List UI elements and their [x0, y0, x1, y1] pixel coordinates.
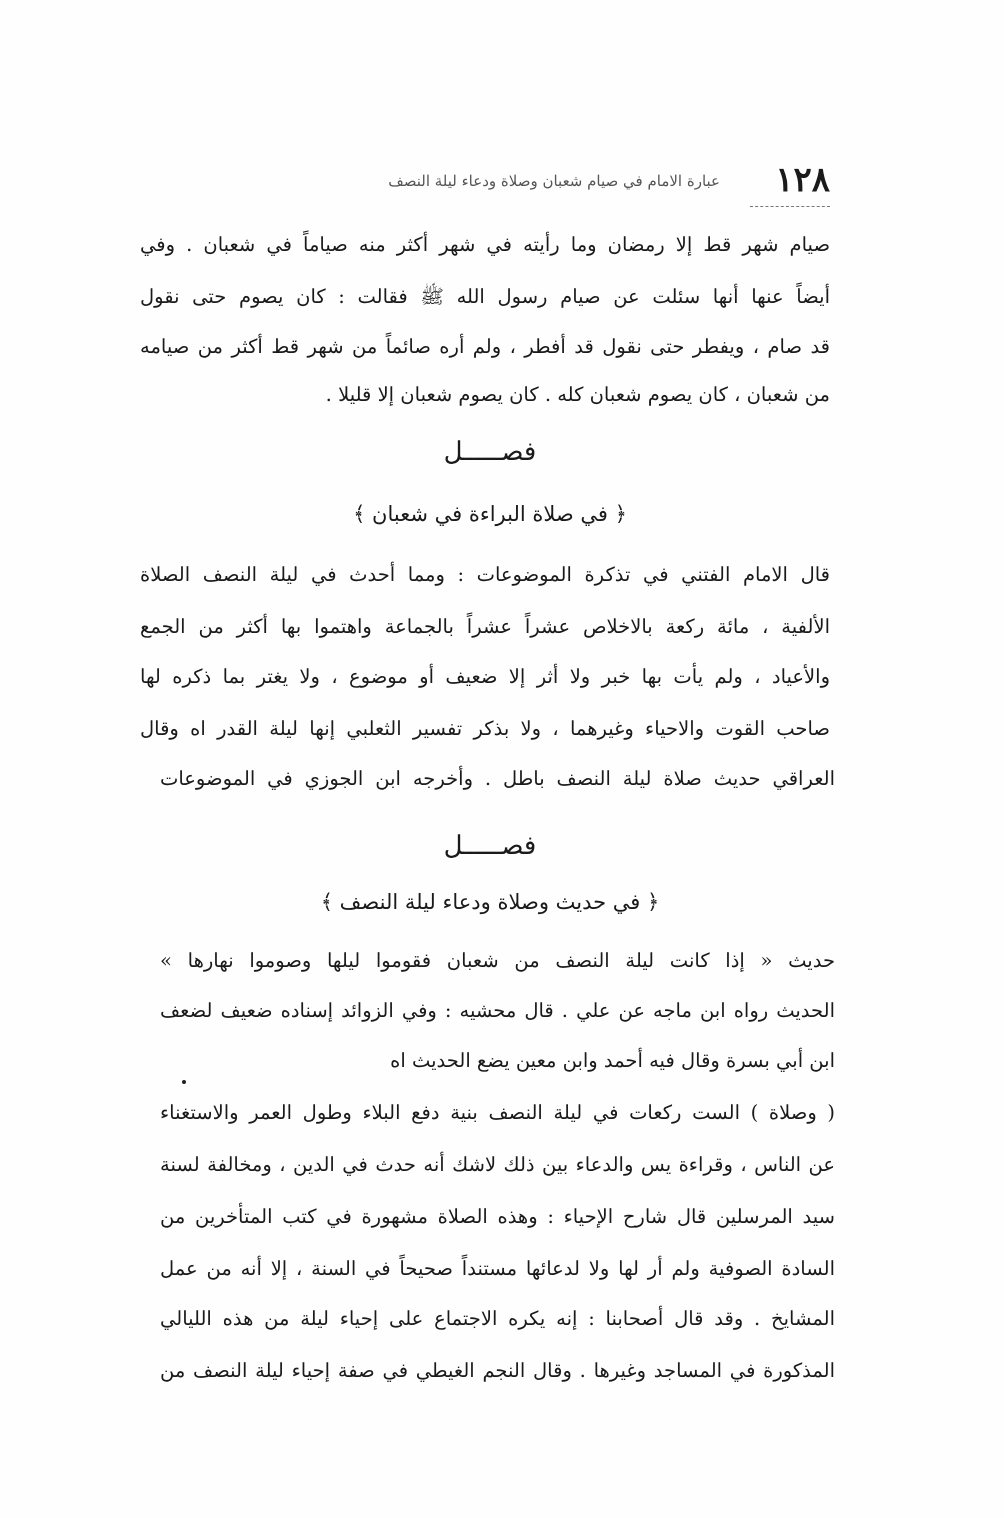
text-line: المذكورة في المساجد وغيرها . وقال النجم الغيطي في صفة إحياء ليلة النصف من — [160, 1359, 835, 1382]
text-line: الألفية ، مائة ركعة بالاخلاص عشراً عشراً بالجماعة واهتموا بها أكثر من الجمع — [140, 615, 830, 638]
section-title: ﴿ في صلاة البراءة في شعبان ﴾ — [353, 502, 627, 526]
text-line: أيضاً عنها أنها سئلت عن صيام رسول الله ﷺ فقالت : كان يصوم حتى نقول — [140, 285, 830, 308]
text-line: صيام شهر قط إلا رمضان وما رأيته في شهر أكثر منه صياماً في شعبان . وفي — [140, 233, 830, 256]
text-line: قال الامام الفتني في تذكرة الموضوعات : ومما أحدث في ليلة النصف الصلاة — [140, 563, 830, 586]
text-line: قد صام ، ويفطر حتى نقول قد أفطر ، ولم أره صائماً من شهر قط أكثر من صيامه — [140, 335, 830, 358]
text-line: حديث « إذا كانت ليلة النصف من شعبان فقوموا ليلها وصوموا نهارها » — [160, 949, 835, 972]
ink-speck — [182, 1080, 186, 1084]
section-title: ﴿ في حديث وصلاة ودعاء ليلة النصف ﴾ — [320, 890, 660, 914]
text-line: والأعياد ، ولم يأت بها خبر ولا أثر إلا ضعيف أو موضوع ، ولا يغتر بما ذكره لها — [140, 665, 830, 688]
text-line: سيد المرسلين قال شارح الإحياء : وهذه الصلاة مشهورة في كتب المتأخرين من — [160, 1205, 835, 1228]
text-line: ( وصلاة ) الست ركعات في ليلة النصف بنية دفع البلاء وطول العمر والاستغناء — [160, 1101, 835, 1124]
text-line: الحديث رواه ابن ماجه عن علي . قال محشيه : وفي الزوائد إسناده ضعيف لضعف — [160, 999, 835, 1022]
section-heading-fasl: فصـــــل — [443, 831, 537, 861]
text-line: ابن أبي بسرة وقال فيه أحمد وابن معين يضع الحديث اه — [390, 1049, 835, 1072]
page-header — [150, 160, 830, 210]
header-rule — [750, 206, 830, 207]
text-line: صاحب القوت والاحياء وغيرهما ، ولا بذكر تفسير الثعلبي إنها ليلة القدر اه وقال — [140, 717, 830, 740]
text-line: من شعبان ، كان يصوم شعبان كله . كان يصوم شعبان إلا قليلا . — [325, 383, 830, 406]
text-line: السادة الصوفية ولم أر لها ولا لدعائها مستنداً صحيحاً في السنة ، إلا أنه من عمل — [160, 1257, 835, 1280]
text-line: عن الناس ، وقراءة يس والدعاء بين ذلك لاشك أنه حدث في الدين ، ومخالفة لسنة — [160, 1153, 835, 1176]
section-heading-fasl: فصـــــل — [443, 437, 537, 467]
text-line: العراقي حديث صلاة ليلة النصف باطل . وأخرجه ابن الجوزي في الموضوعات — [160, 767, 835, 790]
running-head: عبارة الامام في صيام شعبان وصلاة ودعاء ليلة النصف — [388, 172, 720, 190]
page-number: ١٢٨ — [775, 160, 830, 200]
text-line: المشايخ . وقد قال أصحابنا : إنه يكره الاجتماع على إحياء ليلة من هذه الليالي — [160, 1307, 835, 1330]
